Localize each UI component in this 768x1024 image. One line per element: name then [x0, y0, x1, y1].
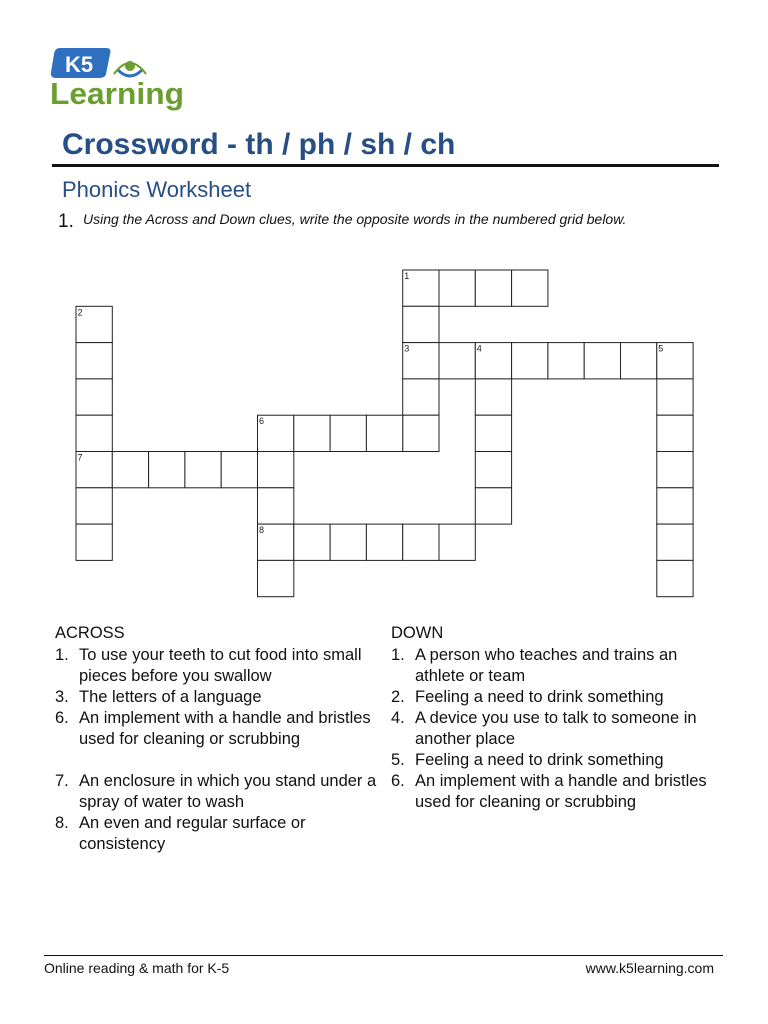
- across-heading: ACROSS: [55, 624, 125, 642]
- worksheet-subtitle: Phonics Worksheet: [62, 177, 252, 202]
- crossword-cell[interactable]: [475, 452, 511, 488]
- crossword-cell[interactable]: [475, 379, 511, 415]
- crossword-cell-number: 6: [259, 416, 265, 427]
- crossword-cell[interactable]: [475, 488, 511, 524]
- crossword-cell[interactable]: [366, 415, 402, 451]
- logo-k5-text: K5: [65, 52, 94, 77]
- crossword-cell[interactable]: [657, 560, 693, 596]
- clue-number: 4.: [391, 709, 405, 727]
- crossword-cell[interactable]: [548, 343, 584, 379]
- clue-number: 6.: [391, 772, 405, 790]
- clue-number: 2.: [391, 688, 405, 706]
- across-clue: [55, 813, 385, 855]
- crossword-cell[interactable]: [475, 415, 511, 451]
- crossword-cell[interactable]: [76, 452, 112, 488]
- down-heading: DOWN: [391, 624, 444, 642]
- crossword-cell[interactable]: [403, 343, 439, 379]
- footer-tagline: Online reading & math for K-5: [44, 960, 230, 976]
- crossword-cell[interactable]: [403, 379, 439, 415]
- down-clue-list: [391, 645, 731, 813]
- crossword-cell[interactable]: [76, 415, 112, 451]
- crossword-cell[interactable]: [294, 524, 330, 560]
- crossword-cell[interactable]: [258, 488, 294, 524]
- crossword-cell[interactable]: [475, 270, 511, 306]
- clue-text: An implement with a handle and bristles used for cleaning or scrubbing: [79, 709, 371, 748]
- crossword-cell[interactable]: [403, 306, 439, 342]
- clue-text: A device you use to talk to someone in another place: [415, 709, 697, 748]
- footer-website: www.k5learning.com: [585, 960, 714, 976]
- clue-text: Feeling a need to drink something: [415, 751, 664, 769]
- crossword-cell[interactable]: [512, 343, 548, 379]
- crossword-cell[interactable]: [439, 343, 475, 379]
- crossword-cell[interactable]: [258, 452, 294, 488]
- crossword-cell[interactable]: [657, 488, 693, 524]
- crossword-cell[interactable]: [112, 452, 148, 488]
- across-clue: [55, 687, 385, 708]
- crossword-cell[interactable]: [76, 524, 112, 560]
- crossword-cell[interactable]: [657, 379, 693, 415]
- title-divider: [52, 164, 719, 167]
- clue-text: The letters of a language: [79, 688, 262, 706]
- clue-number: 1.: [391, 646, 405, 664]
- footer-divider: [44, 955, 723, 956]
- crossword-cell[interactable]: [657, 524, 693, 560]
- crossword-cell[interactable]: [475, 343, 511, 379]
- clue-text: To use your teeth to cut food into small pieces before you swallow: [79, 646, 362, 685]
- crossword-cell-number: 5: [658, 343, 664, 354]
- crossword-cell[interactable]: [403, 415, 439, 451]
- crossword-cell[interactable]: [439, 524, 475, 560]
- clue-number: 7.: [55, 772, 69, 790]
- crossword-cell[interactable]: [76, 343, 112, 379]
- k5-learning-logo: [48, 44, 193, 114]
- crossword-cell[interactable]: [76, 379, 112, 415]
- clue-number: 6.: [55, 709, 69, 727]
- across-clues-section: [55, 623, 385, 855]
- crossword-cell[interactable]: [258, 415, 294, 451]
- down-clue: [391, 687, 731, 708]
- crossword-cell[interactable]: [294, 415, 330, 451]
- crossword-cell[interactable]: [330, 524, 366, 560]
- clue-text: An implement with a handle and bristles used for cleaning or scrubbing: [415, 772, 707, 811]
- across-clue: [55, 708, 385, 750]
- crossword-cell-number: 7: [77, 452, 83, 463]
- crossword-cell-number: 4: [476, 343, 482, 354]
- down-clue: [391, 750, 731, 771]
- worksheet-title: Crossword - th / ph / sh / ch: [62, 128, 456, 161]
- instructions-text: Using the Across and Down clues, write the opposite words in the numbered grid below.: [83, 211, 627, 227]
- down-clue: [391, 708, 731, 750]
- clue-text: An even and regular surface or consistency: [79, 814, 306, 853]
- crossword-cell[interactable]: [366, 524, 402, 560]
- crossword-cell-number: 1: [404, 271, 410, 281]
- clue-number: 5.: [391, 751, 405, 769]
- crossword-cell[interactable]: [621, 343, 657, 379]
- crossword-cell[interactable]: [403, 270, 439, 306]
- crossword-cell[interactable]: [439, 270, 475, 306]
- down-clues-section: [391, 623, 731, 813]
- crossword-cell[interactable]: [330, 415, 366, 451]
- crossword-cell[interactable]: [149, 452, 185, 488]
- crossword-cell-number: 8: [259, 525, 265, 536]
- crossword-cell[interactable]: [76, 306, 112, 342]
- clue-number: 3.: [55, 688, 69, 706]
- question-number: 1.: [58, 211, 74, 232]
- across-clue-list: [55, 645, 385, 855]
- logo-learning-text: Learning: [50, 76, 184, 111]
- crossword-cell[interactable]: [403, 524, 439, 560]
- crossword-cell[interactable]: [657, 343, 693, 379]
- crossword-cell[interactable]: [76, 488, 112, 524]
- crossword-cell-number: 3: [404, 343, 410, 354]
- clue-text: An enclosure in which you stand under a spray of water to wash: [79, 772, 377, 811]
- clue-text: A person who teaches and trains an athlete or team: [415, 646, 678, 685]
- down-clue: [391, 771, 731, 813]
- clue-number: 8.: [55, 814, 69, 832]
- crossword-cell[interactable]: [657, 415, 693, 451]
- clue-number: 1.: [55, 646, 69, 664]
- clue-text: Feeling a need to drink something: [415, 688, 664, 706]
- crossword-cell[interactable]: [258, 560, 294, 596]
- crossword-cell[interactable]: [185, 452, 221, 488]
- crossword-cell[interactable]: [512, 270, 548, 306]
- crossword-cell-number: 2: [77, 307, 83, 318]
- across-clue: [55, 771, 385, 813]
- crossword-cell[interactable]: [584, 343, 620, 379]
- down-clue: [391, 645, 731, 687]
- crossword-cell[interactable]: [258, 524, 294, 560]
- crossword-cell[interactable]: [221, 452, 257, 488]
- across-clue: [55, 645, 385, 687]
- crossword-cell[interactable]: [657, 452, 693, 488]
